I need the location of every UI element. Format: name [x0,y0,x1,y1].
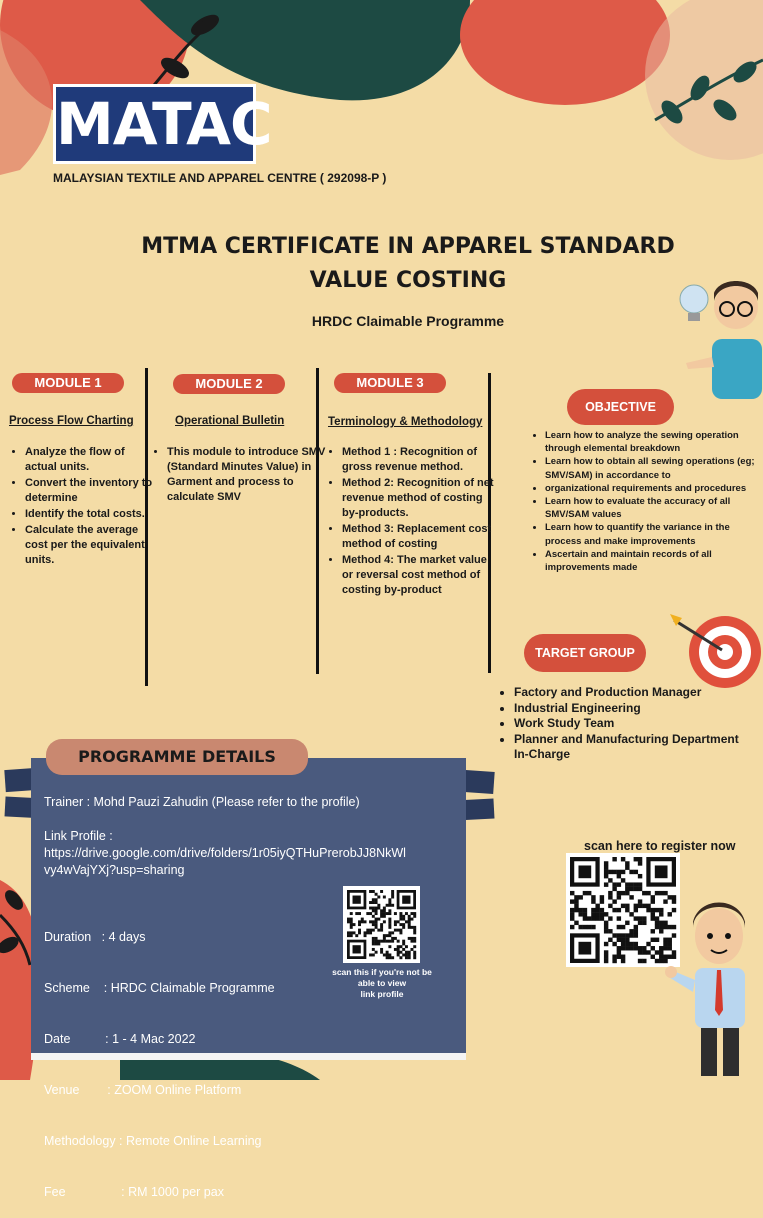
list-item: • This module to introduce SMV (Standard Minutes Value) in Garment and process to calculate SMV [167,445,327,505]
list-item: • Industrial Engineering [514,701,744,717]
objective-list [533,429,763,574]
list-item: • Convert the inventory to determine [25,476,159,506]
target-icon [670,612,763,692]
list-item: • Method 1 : Recognition of gross revenue method. [342,445,500,475]
module-3-heading: Terminology & Methodology [328,416,483,428]
list-item: • Analyze the flow of actual units. [25,445,159,475]
list-item: • Calculate the average cost per the equivalent units. [25,523,159,568]
matac-logo: MATAC [53,84,256,164]
man-pointing-illustration [665,900,763,1080]
list-item: • Method 2: Recognition of net revenue method of costing by-products. [342,476,500,521]
profile-qr-code[interactable] [343,886,420,963]
list-item: • organizational requirements and procedures [545,482,763,495]
list-item: • Learn how to analyze the sewing operation through elemental breakdown [545,429,763,455]
divider-2 [316,368,319,674]
list-item: • Factory and Production Manager [514,685,744,701]
qr-caption-line-1: scan this if you're not be [332,967,432,977]
list-item: • Ascertain and maintain records of all improvements made [545,548,763,574]
red-blob-top-right [460,0,670,105]
qr-caption [322,967,442,1000]
module-1-heading: Process Flow Charting [9,415,134,427]
list-item: • Learn how to evaluate the accuracy of all SMV/SAM values [545,495,763,521]
module-1-list [9,445,159,569]
list-item: • Method 3: Replacement cost method of costing [342,522,500,552]
list-item: • Identify the total costs. [25,507,159,522]
qr-caption-line-3: link profile [360,989,404,999]
organization-name: MALAYSIAN TEXTILE AND APPAREL CENTRE ( 292098-P ) [53,171,387,185]
link-url-line-1[interactable]: https://drive.google.com/drive/folders/1r05iyQTHuPrerobJJ8NkWl [44,846,406,860]
course-title [100,230,716,298]
detail-row-methodology: Methodology : Remote Online Learning [44,1134,262,1148]
title-line-2: VALUE COSTING [309,268,507,293]
link-profile-label: Link Profile : [44,829,113,843]
detail-row-venue: Venue : ZOOM Online Platform [44,1083,242,1097]
module-3-badge: MODULE 3 [334,373,446,393]
module-2-badge: MODULE 2 [173,374,285,394]
target-group-badge: TARGET GROUP [524,634,646,672]
programme-details-badge: PROGRAMME DETAILS [46,739,308,775]
module-2-heading: Operational Bulletin [175,415,285,427]
detail-row-duration: Duration : 4 days [44,930,146,944]
list-item: • Planner and Manufacturing Department In-Charge [514,732,744,763]
details-list [44,895,275,1218]
detail-row-date: Date : 1 - 4 Mac 2022 [44,1032,196,1046]
man-lightbulb-illustration [676,277,763,402]
qr-caption-line-2: able to view [357,978,407,988]
module-3-list [326,445,500,599]
list-item: • Learn how to quantify the variance in the process and make improvements [545,521,763,547]
target-group-list [500,685,744,763]
list-item: • Work Study Team [514,716,744,732]
objective-badge: OBJECTIVE [567,389,674,425]
list-item: • Learn how to obtain all sewing operations (eg; SMV/SAM) in accordance to [545,455,763,481]
register-label: scan here to register now [584,839,736,853]
trainer-text: Trainer : Mohd Pauzi Zahudin (Please refer to the profile) [44,795,360,809]
register-qr-code[interactable] [566,853,680,967]
module-1-badge: MODULE 1 [12,373,124,393]
detail-row-fee: Fee : RM 1000 per pax [44,1185,224,1199]
list-item: • Method 4: The market value or reversal cost method of costing by-product [342,553,500,598]
hrdc-subtitle: HRDC Claimable Programme [311,313,505,329]
module-2-list [151,445,327,506]
detail-row-scheme: Scheme : HRDC Claimable Programme [44,981,275,995]
link-profile-url[interactable] [44,845,459,879]
link-url-line-2[interactable]: vy4wVajYXj?usp=sharing [44,863,185,877]
title-line-1: MTMA CERTIFICATE IN APPAREL STANDARD [141,234,675,259]
